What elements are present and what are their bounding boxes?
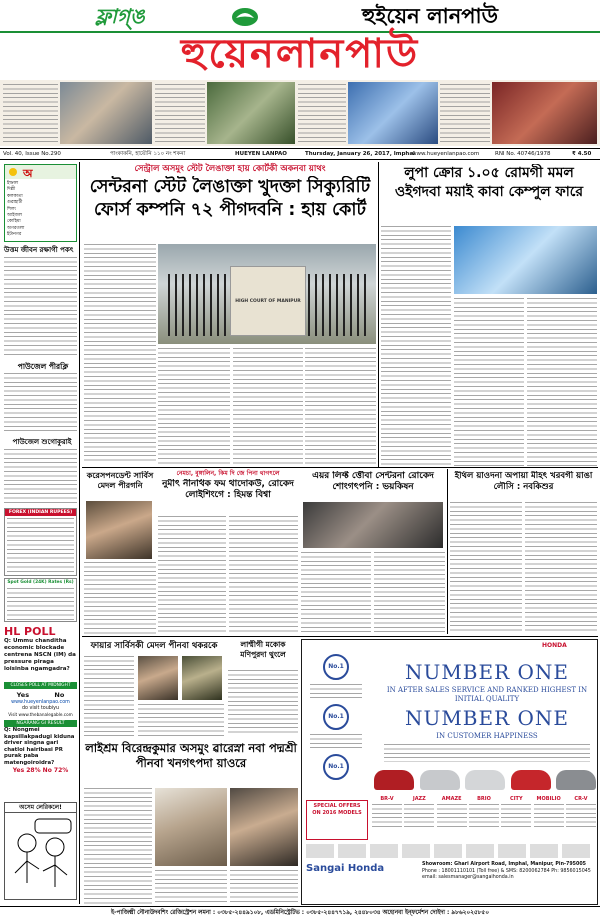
weather-box — [4, 164, 77, 242]
masthead — [0, 0, 600, 78]
sidebar-text-1 — [4, 257, 77, 357]
sidebar-headline-2: পাউজেল পীরক্লি — [17, 362, 69, 371]
honda-ad[interactable] — [301, 639, 598, 905]
row3-photo-2 — [182, 656, 222, 700]
lead-photo — [158, 244, 376, 344]
ad-cars — [374, 764, 596, 792]
ad-model-strip — [372, 796, 596, 840]
ad-model: BRIO — [469, 796, 499, 840]
weather-row: ইম্ফাল — [7, 181, 19, 186]
left-banner-text: ফ্লাগ্ঙ — [95, 4, 145, 28]
weather-row: শিলং — [7, 206, 17, 212]
footer — [0, 906, 600, 920]
row3-mid-text — [228, 670, 298, 736]
poll-closes: CLOSES POLL AT MIDNIGHT — [4, 682, 77, 689]
strip-text-3 — [298, 84, 346, 142]
footer-text: ই-পাজিক্মী নৌনাউদবশিং রেজিস্ট্রেশন লমনা : ০৩৮৫-২৪৪৯১০৮, এডমিনিস্ট্রেটিভ : ০৩৮৫-২৪৪৭৭১৯, ২৪৪৮০৩৪ অহোনবা ইন্ফর্মেশন দোইদা : ৯৮৬২০২৫৮৫০ — [111, 910, 489, 916]
weather-row: কোহিমা — [7, 219, 21, 225]
sun-icon — [7, 166, 19, 178]
right-headline: লুপা ক্রোর ১.০৫ রোমগী মমল ওইগদবা ময়াই কাবা কেম্পুল ফারে — [394, 165, 584, 200]
weather-box-title: অ — [23, 167, 33, 180]
right-text-1 — [381, 226, 451, 466]
row3-lower-photo-1 — [155, 788, 227, 866]
car-icon — [374, 770, 414, 790]
strip-photo-4 — [492, 82, 597, 144]
ad-offers: SPECIAL OFFERS ON 2016 MODELS — [312, 803, 362, 816]
weather-row: কলকাতা — [7, 193, 23, 199]
ad-brand-text: HONDA — [542, 642, 567, 649]
row3-lower-text-1 — [84, 788, 152, 904]
lead-headline: সেন্টরনা স্টেট লৈঙাক্তা খুদক্তা সিক্যুরিটি ফোর্স কম্পনি ৭২ পীগদবনি : হায় কোর্ট — [89, 177, 371, 220]
model-offer — [469, 804, 499, 830]
poll-visit: do visit toubiyu — [21, 706, 60, 711]
row2-left-photo — [86, 501, 152, 559]
poll-last-result: NGARANG GI RESULT — [4, 720, 77, 727]
poll-question-2: Q: Nongmei kapsillakpadugi kiduna driver singna gari chatloi hairibasi PR purak paba matengoiroidra? — [4, 727, 75, 766]
ad-brand — [542, 642, 567, 649]
masthead-emblem — [230, 6, 260, 28]
lead-text-left — [84, 244, 156, 464]
row3-lower-text-3 — [230, 870, 298, 904]
gold-box — [4, 578, 77, 622]
row2-divider — [447, 469, 448, 634]
lead-kicker: সেন্ট্রাল অসমুং স্টেট লৈঙাক্তা হায় কোর্টকী অকনবা য়াথং — [134, 164, 326, 174]
model-offer — [437, 804, 467, 830]
gate-left — [168, 274, 228, 336]
row3-lower-headline: লাইশ্রম বিরেন্দ্রকুমার অসমুং ৱারেস্না নবা পদ্মশ্রী পীনবা খনগৎপদা য়াওরে — [85, 741, 297, 770]
right-banner — [260, 2, 600, 30]
ad-phone: Phone : 18001110101 (Toll free) & SMS: 8200062784 Ph: 9856015045 — [422, 868, 591, 874]
cartoon-figure-icon — [5, 813, 76, 899]
car-icon — [420, 770, 460, 790]
gold-title: Spot Gold (24K) Rates (Rs) — [7, 580, 74, 585]
row2-far-right-text-2 — [525, 502, 597, 634]
poll-box — [4, 625, 77, 795]
award-caption — [310, 684, 362, 700]
sidebar-text-3 — [4, 449, 77, 504]
ad-number-one: NUMBER ONE — [404, 660, 570, 684]
row3-mid-headline: লাম্মীগী মকোক মণিপুরদা থুংলে — [240, 640, 286, 659]
model-offer — [566, 804, 596, 830]
poll-options — [4, 691, 77, 699]
cartoon-title: অসেম লেরিকলে! — [5, 803, 76, 813]
ad-model: AMAZE — [437, 796, 467, 840]
poll-question: Q: Ummu chanditha economic blockade centrena NSCN (IM) da pressure piraga loisinba ngamgadra? — [4, 638, 76, 672]
row3-lower-photo-2 — [230, 788, 298, 866]
award-caption — [310, 734, 362, 750]
poll-result: Yes 28% No 72% — [12, 767, 69, 774]
photo-strip — [0, 80, 600, 146]
model-offer — [372, 804, 402, 830]
dateline — [0, 148, 600, 160]
award-badge: No.1 — [323, 704, 349, 730]
model-offer — [501, 804, 531, 830]
poll-title: HL POLL — [4, 625, 56, 638]
ad-line2: IN AFTER SALES SERVICE AND RANKED HIGHEST IN INITIAL QUALITY — [386, 686, 588, 703]
masthead-title-text: হুয়েনলানপাউ — [180, 31, 420, 77]
right-text-2 — [454, 298, 524, 466]
forex-rows — [7, 518, 74, 574]
dateline-price: ₹ 4.50 — [572, 151, 592, 157]
ad-awards — [306, 650, 366, 800]
ad-showroom: Showroom: Ghari Airport Road, Imphal, Manipur, Pin-795005 — [422, 862, 587, 867]
row2-mid-text-1 — [158, 516, 226, 634]
weather-row: ইটানগর — [7, 232, 22, 238]
poll-no-option[interactable]: No — [54, 691, 65, 699]
row2-left-headline: করেসপনডেন্ট সার্বিস মেদল পীরগনি — [86, 471, 154, 490]
right-banner-text: হুইয়েন লানপাউ — [362, 4, 498, 28]
ad-offer-box — [306, 800, 368, 840]
right-column-divider — [378, 162, 379, 467]
cartoon-box — [4, 802, 77, 900]
weather-row: আইজল — [7, 213, 22, 219]
ad-dealer — [306, 862, 426, 902]
strip-text-4 — [440, 84, 490, 142]
lead-text-mid — [158, 348, 230, 464]
car-icon — [465, 770, 505, 790]
weather-row: অগরতলা — [7, 225, 25, 231]
ad-model: JAZZ — [404, 796, 434, 840]
car-icon — [511, 770, 551, 790]
dateline-site: www.hueyenlanpao.com — [412, 151, 480, 157]
row2-right-headline: এয়র লিফ্ট ত্তৌবা সেন্টরনা রোকেদ শোংগৎপনি : ভয়কিষন — [312, 471, 434, 492]
award-badge: No.1 — [323, 754, 349, 780]
forex-title: FOREX (INDIAN RUPEES) — [5, 509, 76, 516]
row3-left-headline: ফায়ার সার্বিসকী মেদল পীনবা থকরকে — [90, 641, 218, 651]
row2-right-text-1 — [301, 552, 371, 634]
model-offer — [404, 804, 434, 830]
ad-number-one-2: NUMBER ONE — [404, 706, 570, 730]
poll-yes-option[interactable]: Yes — [16, 691, 30, 699]
ad-email[interactable]: email: salesmanager@sangaihonda.in — [422, 875, 514, 881]
ad-line4: IN CUSTOMER HAPPINESS — [436, 732, 538, 740]
poll-link[interactable]: www.hueyenlanpao.com — [11, 700, 70, 705]
strip-text-1 — [3, 84, 58, 142]
masthead-title — [0, 30, 600, 78]
left-banner — [0, 2, 240, 30]
gate-right — [308, 274, 368, 336]
row3-photo-1 — [138, 656, 178, 700]
right-photo — [454, 226, 597, 294]
row-divider-1 — [82, 467, 598, 468]
row3-lower-text-2 — [155, 870, 227, 904]
ad-fineprint — [384, 744, 590, 762]
weather-box-header — [5, 165, 76, 179]
model-offer — [534, 804, 564, 830]
award-badge: No.1 — [323, 654, 349, 680]
ad-dealer-name: Sangai Honda — [306, 863, 385, 874]
row-divider-2 — [82, 636, 598, 637]
lead-text-mid2 — [233, 348, 303, 464]
dateline-left: পাংকাকনি, হায়ৌনি ১১০ নং শকনা — [110, 151, 186, 157]
row2-left-text — [84, 562, 156, 634]
row2-right-text-2 — [374, 552, 445, 634]
ad-model: CR-V — [566, 796, 596, 840]
dove-emblem-icon — [230, 6, 260, 28]
forex-box — [4, 508, 77, 576]
row2-far-right-text-1 — [450, 502, 522, 634]
row2-far-right-headline: ইথিল য়াওদনা অপায়া মীহৎ খরবগী য়াঙা লৌসি : নবকিশুর — [454, 471, 593, 492]
weather-row: দিল্লী — [7, 187, 16, 193]
strip-photo-2 — [207, 82, 295, 144]
strip-photo-1 — [60, 82, 152, 144]
row2-mid-kicker: নেমচা, বুঙ্গালিন, কিম দি জে পিনা থাগৎলে — [176, 470, 280, 477]
car-icon — [556, 770, 596, 790]
right-text-3 — [527, 298, 597, 466]
row2-mid-headline: নুমীৎ নীনথিক ফম থাদোকউ, রোকেদ লোইশিংগে : হিমন্ত বিশ্বা — [162, 479, 294, 500]
dateline-rni: RNI No. 40746/1978 — [495, 151, 551, 157]
sidebar-headline-3: পাউজেল শুগোকুরাই — [12, 438, 72, 446]
row2-mid-text-2 — [229, 516, 298, 634]
row3-left-text — [84, 656, 134, 736]
court-sign: HIGH COURT OF MANIPUR — [235, 299, 301, 304]
sidebar-text-2 — [4, 373, 77, 433]
poll-link2[interactable]: Visit www.thebanalegable.com — [8, 712, 73, 717]
row3-left-text-2 — [138, 704, 224, 736]
dateline-date: Thursday, January 26, 2017, Imphal — [305, 151, 415, 157]
dateline-vol: Vol. 40, Issue No.290 — [3, 151, 61, 157]
ad-model: MOBILIO — [534, 796, 564, 840]
weather-list — [7, 181, 75, 241]
strip-photo-3 — [348, 82, 438, 144]
sidebar-headline-1: উত্তম জীবন রক্ষাগী পকৎ — [4, 246, 74, 254]
left-sidebar — [2, 162, 80, 904]
dateline-center: HUEYEN LANPAO — [235, 151, 287, 157]
lead-text-right — [305, 348, 376, 464]
strip-text-2 — [155, 84, 205, 142]
gold-rows — [7, 588, 74, 620]
weather-row: গুৱাহাটী — [7, 200, 23, 206]
ad-logo-strip — [306, 844, 594, 858]
ad-model: BR-V — [372, 796, 402, 840]
ad-model: CITY — [501, 796, 531, 840]
row2-right-photo — [303, 502, 443, 548]
ad-contact — [422, 862, 594, 902]
